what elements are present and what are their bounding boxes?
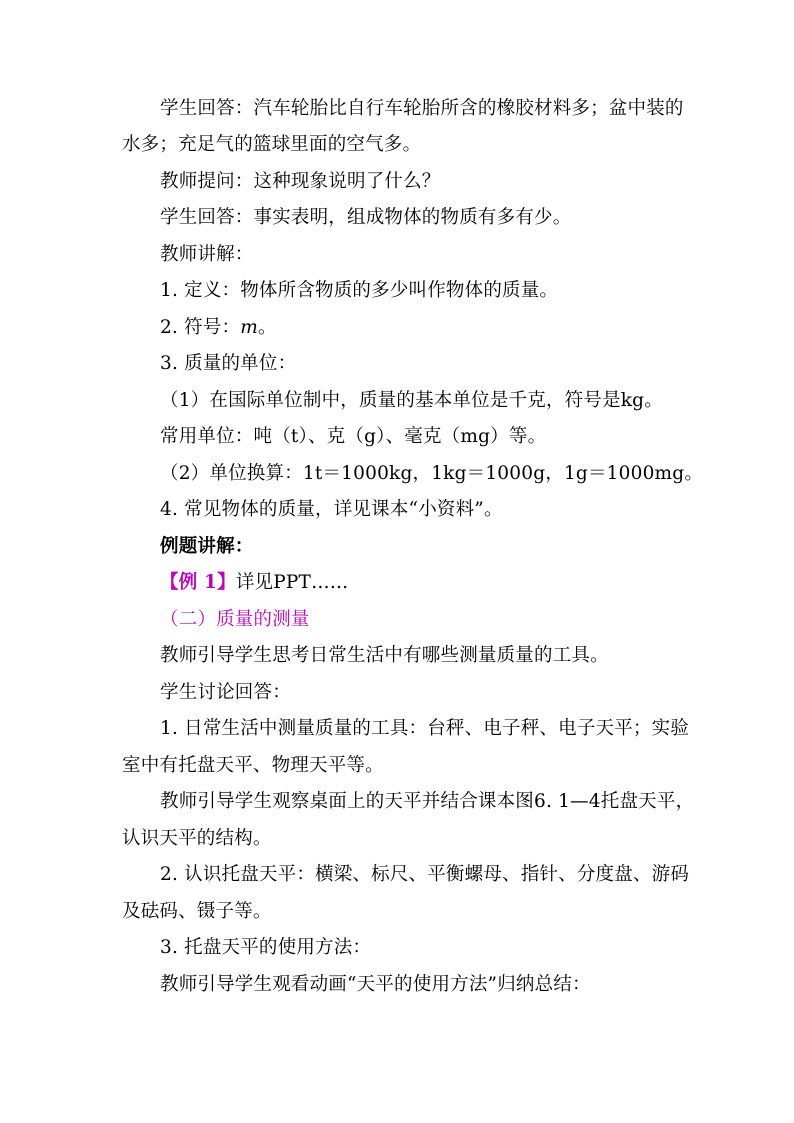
mass-symbol: m — [240, 317, 258, 338]
paragraph-student-answer-2: 学生回答：事实表明，组成物体的物质有多有少。 — [160, 207, 572, 228]
paragraph-student-answer-1-cont: 水多；充足气的篮球里面的空气多。 — [122, 134, 422, 155]
item-balance-parts: 2. 认识托盘天平：横梁、标尺、平衡螺母、指针、分度盘、游码 — [160, 864, 690, 885]
item-balance-usage: 3. 托盘天平的使用方法： — [160, 937, 372, 958]
item-daily-tools-cont: 室中有托盘天平、物理天平等。 — [122, 755, 384, 776]
item-common-masses: 4. 常见物体的质量，详见课本“小资料”。 — [160, 499, 503, 520]
item-unit-conversion: （2）单位换算：1t＝1000kg，1kg＝1000g，1g＝1000mg。 — [160, 463, 704, 484]
paragraph-teacher-guide-3: 教师引导学生观看动画“天平的使用方法”归纳总结： — [160, 974, 591, 995]
example-1-line — [160, 571, 348, 595]
paragraph-teacher-guide-2: 教师引导学生观察桌面上的天平并结合课本图6. 1—4托盘天平， — [160, 791, 695, 812]
paragraph-teacher-question: 教师提问：这种现象说明了什么？ — [160, 171, 441, 192]
example-1-tag: 【例 1】 — [160, 572, 236, 593]
section-heading-measurement: （二）质量的测量 — [160, 609, 310, 630]
paragraph-teacher-guide-1: 教师引导学生思考日常生活中有哪些测量质量的工具。 — [160, 645, 609, 666]
paragraph-teacher-guide-2-cont: 认识天平的结构。 — [122, 828, 272, 849]
paragraph-student-discuss: 学生讨论回答： — [160, 682, 291, 703]
item-definition: 1. 定义：物体所含物质的多少叫作物体的质量。 — [160, 280, 559, 301]
paragraph-student-answer-1: 学生回答：汽车轮胎比自行车轮胎所含的橡胶材料多；盆中装的 — [160, 98, 684, 119]
example-heading: 例题讲解： — [160, 536, 254, 557]
item-symbol — [160, 316, 277, 340]
item-symbol-end: 。 — [257, 317, 277, 338]
item-balance-parts-cont: 及砝码、镊子等。 — [122, 901, 272, 922]
item-si-unit: （1）在国际单位制中，质量的基本单位是千克，符号是kg。 — [160, 390, 663, 411]
item-symbol-label: 2. 符号： — [160, 317, 241, 338]
item-common-units: 常用单位：吨（t）、克（g）、毫克（mg）等。 — [160, 426, 547, 447]
item-daily-tools: 1. 日常生活中测量质量的工具：台秤、电子秤、电子天平；实验 — [160, 718, 690, 739]
paragraph-teacher-explain: 教师讲解： — [160, 244, 254, 265]
item-unit-heading: 3. 质量的单位： — [160, 353, 297, 374]
example-1-text: 详见PPT…… — [235, 572, 349, 593]
